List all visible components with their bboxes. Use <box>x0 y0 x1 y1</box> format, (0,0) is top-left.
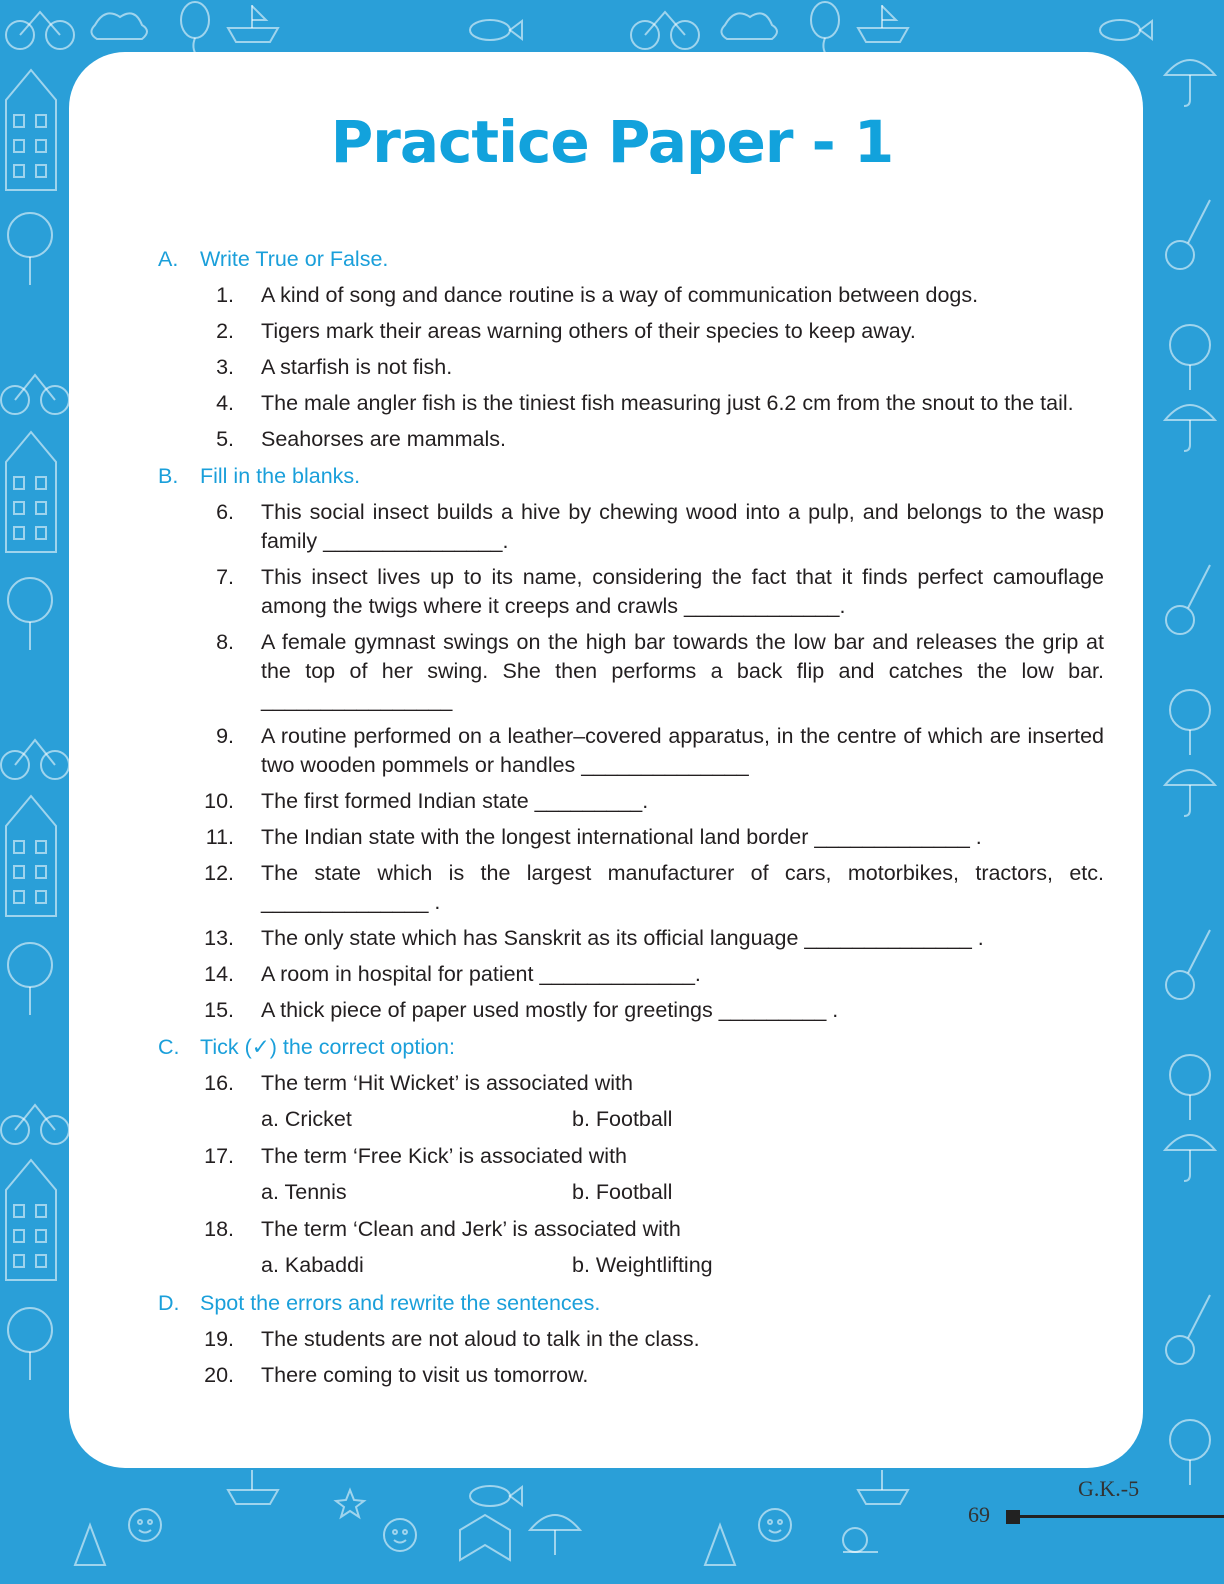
house-doodle-icon <box>6 796 56 916</box>
kid-face-doodle-icon <box>384 1519 416 1551</box>
question-item <box>158 722 1104 780</box>
section-b-heading <box>158 461 1104 491</box>
tree-doodle-icon <box>8 213 52 285</box>
tree-doodle-icon <box>8 578 52 650</box>
option-b[interactable]: b. Football <box>572 1107 673 1131</box>
bicycle-doodle-icon <box>6 12 74 49</box>
question-text: A routine performed on a leather–covered apparatus, in the centre of which are inserted two wooden pommels or handles ______________ <box>261 724 1104 777</box>
section-letter: A. <box>158 247 179 271</box>
page-rule <box>1020 1515 1224 1518</box>
question-item <box>158 1325 1104 1354</box>
umbrella-doodle-icon <box>1165 60 1215 106</box>
question-number: 1. <box>216 283 234 307</box>
question-item <box>158 628 1104 715</box>
guitar-doodle-icon <box>1166 565 1210 634</box>
question-item <box>158 1361 1104 1390</box>
house-doodle-icon <box>6 432 56 552</box>
question-item <box>158 1215 1104 1244</box>
question-number: 16. <box>204 1071 234 1095</box>
umbrella-doodle-icon <box>1165 1135 1215 1181</box>
question-text: A female gymnast swings on the high bar towards the low bar and releases the grip at the top of her swing. She then performs a back flip and catches the low bar. ________________ <box>261 630 1104 712</box>
question-text: The first formed Indian state _________. <box>261 789 649 813</box>
balloon-doodle-icon <box>811 2 839 56</box>
question-text: The only state which has Sanskrit as its official language ______________ . <box>261 926 984 950</box>
question-item <box>158 1069 1104 1098</box>
question-text: Seahorses are mammals. <box>261 427 506 451</box>
question-item <box>158 317 1104 346</box>
question-number: 12. <box>204 861 234 885</box>
question-text: This social insect builds a hive by chewing wood into a pulp, and belongs to the wasp family _______________. <box>261 500 1104 553</box>
question-item <box>158 353 1104 382</box>
section-title: Write True or False. <box>200 247 389 271</box>
guitar-doodle-icon <box>1166 200 1210 269</box>
question-number: 5. <box>216 427 234 451</box>
page-number: 69 <box>968 1502 990 1527</box>
question-number: 6. <box>216 500 234 524</box>
questions-area <box>158 244 1104 1397</box>
bicycle-doodle-icon <box>1 740 69 779</box>
page-marker <box>1006 1510 1020 1524</box>
fish-doodle-icon <box>1100 20 1152 40</box>
tree-doodle-icon <box>1170 1055 1210 1120</box>
tree-doodle-icon <box>8 943 52 1015</box>
star-doodle-icon <box>336 1490 364 1517</box>
snail-doodle-icon <box>843 1528 878 1552</box>
bicycle-doodle-icon <box>1 1105 69 1144</box>
guitar-doodle-icon <box>1166 1295 1210 1364</box>
option-a[interactable]: a. Cricket <box>261 1107 352 1131</box>
question-text: There coming to visit us tomorrow. <box>261 1363 589 1387</box>
kid-face-doodle-icon <box>129 1509 161 1541</box>
question-number: 18. <box>204 1217 234 1241</box>
kid-face-doodle-icon <box>759 1509 791 1541</box>
boat-doodle-icon <box>228 5 278 42</box>
boat-doodle-icon <box>858 1470 908 1504</box>
question-number: 9. <box>216 724 234 748</box>
option-a[interactable]: a. Tennis <box>261 1180 347 1204</box>
option-b[interactable]: b. Football <box>572 1180 673 1204</box>
question-item <box>158 498 1104 556</box>
umbrella-doodle-icon <box>1165 770 1215 816</box>
tree-doodle-icon <box>1170 690 1210 755</box>
bicycle-doodle-icon <box>631 12 699 49</box>
option-row <box>158 1105 1104 1134</box>
tree-doodle-icon <box>1170 1420 1210 1485</box>
book-label: G.K.-5 <box>1078 1476 1140 1501</box>
question-text: The male angler fish is the tiniest fish measuring just 6.2 cm from the snout to the tail. <box>261 391 1074 415</box>
tree-doodle-icon <box>75 1525 105 1565</box>
question-text: The state which is the largest manufacturer of cars, motorbikes, tractors, etc. ______________ . <box>261 861 1104 914</box>
question-text: A thick piece of paper used mostly for greetings _________ . <box>261 998 839 1022</box>
fish-doodle-icon <box>470 1486 522 1506</box>
question-item <box>158 1142 1104 1171</box>
section-title: Spot the errors and rewrite the sentences. <box>200 1291 601 1315</box>
question-item <box>158 787 1104 816</box>
section-letter: C. <box>158 1035 180 1059</box>
book-doodle-icon <box>460 1515 510 1560</box>
section-letter: B. <box>158 464 179 488</box>
question-item <box>158 281 1104 310</box>
question-text: A kind of song and dance routine is a way of communication between dogs. <box>261 283 979 307</box>
option-a[interactable]: a. Kabaddi <box>261 1253 364 1277</box>
question-number: 2. <box>216 319 234 343</box>
question-number: 15. <box>204 998 234 1022</box>
boat-doodle-icon <box>858 5 908 42</box>
cloud-doodle-icon <box>721 13 777 39</box>
section-a-heading <box>158 244 1104 274</box>
question-item <box>158 924 1104 953</box>
question-number: 19. <box>204 1327 234 1351</box>
section-title: Tick (✓) the correct option: <box>200 1035 455 1059</box>
umbrella-doodle-icon <box>1165 405 1215 451</box>
section-letter: D. <box>158 1291 180 1315</box>
section-c-heading <box>158 1032 1104 1062</box>
question-text: Tigers mark their areas warning others of their species to keep away. <box>261 319 916 343</box>
house-doodle-icon <box>6 1160 56 1280</box>
balloon-doodle-icon <box>181 2 209 56</box>
question-text: The students are not aloud to talk in the class. <box>261 1327 700 1351</box>
section-title: Fill in the blanks. <box>200 464 361 488</box>
question-item <box>158 996 1104 1025</box>
umbrella-doodle-icon <box>530 1515 580 1555</box>
question-number: 10. <box>204 789 234 813</box>
tree-doodle-icon <box>705 1525 735 1565</box>
bicycle-doodle-icon <box>1 375 69 414</box>
fish-doodle-icon <box>470 20 522 40</box>
question-item <box>158 389 1104 418</box>
question-text: This insect lives up to its name, considering the fact that it finds perfect camouflage among the twigs where it creeps and crawls _____________. <box>261 565 1104 618</box>
question-item <box>158 859 1104 917</box>
page-title: Practice Paper - 1 <box>330 108 894 176</box>
option-b[interactable]: b. Weightlifting <box>572 1253 713 1277</box>
question-number: 4. <box>216 391 234 415</box>
question-number: 20. <box>204 1363 234 1387</box>
question-number: 13. <box>204 926 234 950</box>
question-number: 14. <box>204 962 234 986</box>
question-number: 11. <box>205 825 234 849</box>
question-text: A room in hospital for patient _____________. <box>261 962 701 986</box>
question-text: The term ‘Hit Wicket’ is associated with <box>261 1071 633 1095</box>
option-row <box>158 1251 1104 1280</box>
question-number: 8. <box>216 630 234 654</box>
section-d-heading <box>158 1288 1104 1318</box>
question-item <box>158 563 1104 621</box>
question-number: 7. <box>216 565 234 589</box>
question-text: The Indian state with the longest international land border _____________ . <box>261 825 982 849</box>
question-item <box>158 960 1104 989</box>
boat-doodle-icon <box>228 1470 278 1504</box>
question-text: A starfish is not fish. <box>261 355 453 379</box>
tree-doodle-icon <box>1170 325 1210 390</box>
option-row <box>158 1178 1104 1207</box>
question-text: The term ‘Clean and Jerk’ is associated with <box>261 1217 681 1241</box>
question-text: The term ‘Free Kick’ is associated with <box>261 1144 628 1168</box>
cloud-doodle-icon <box>91 13 147 39</box>
question-item <box>158 823 1104 852</box>
question-number: 17. <box>204 1144 234 1168</box>
question-item <box>158 425 1104 454</box>
tree-doodle-icon <box>8 1308 52 1380</box>
guitar-doodle-icon <box>1166 930 1210 999</box>
question-number: 3. <box>216 355 234 379</box>
